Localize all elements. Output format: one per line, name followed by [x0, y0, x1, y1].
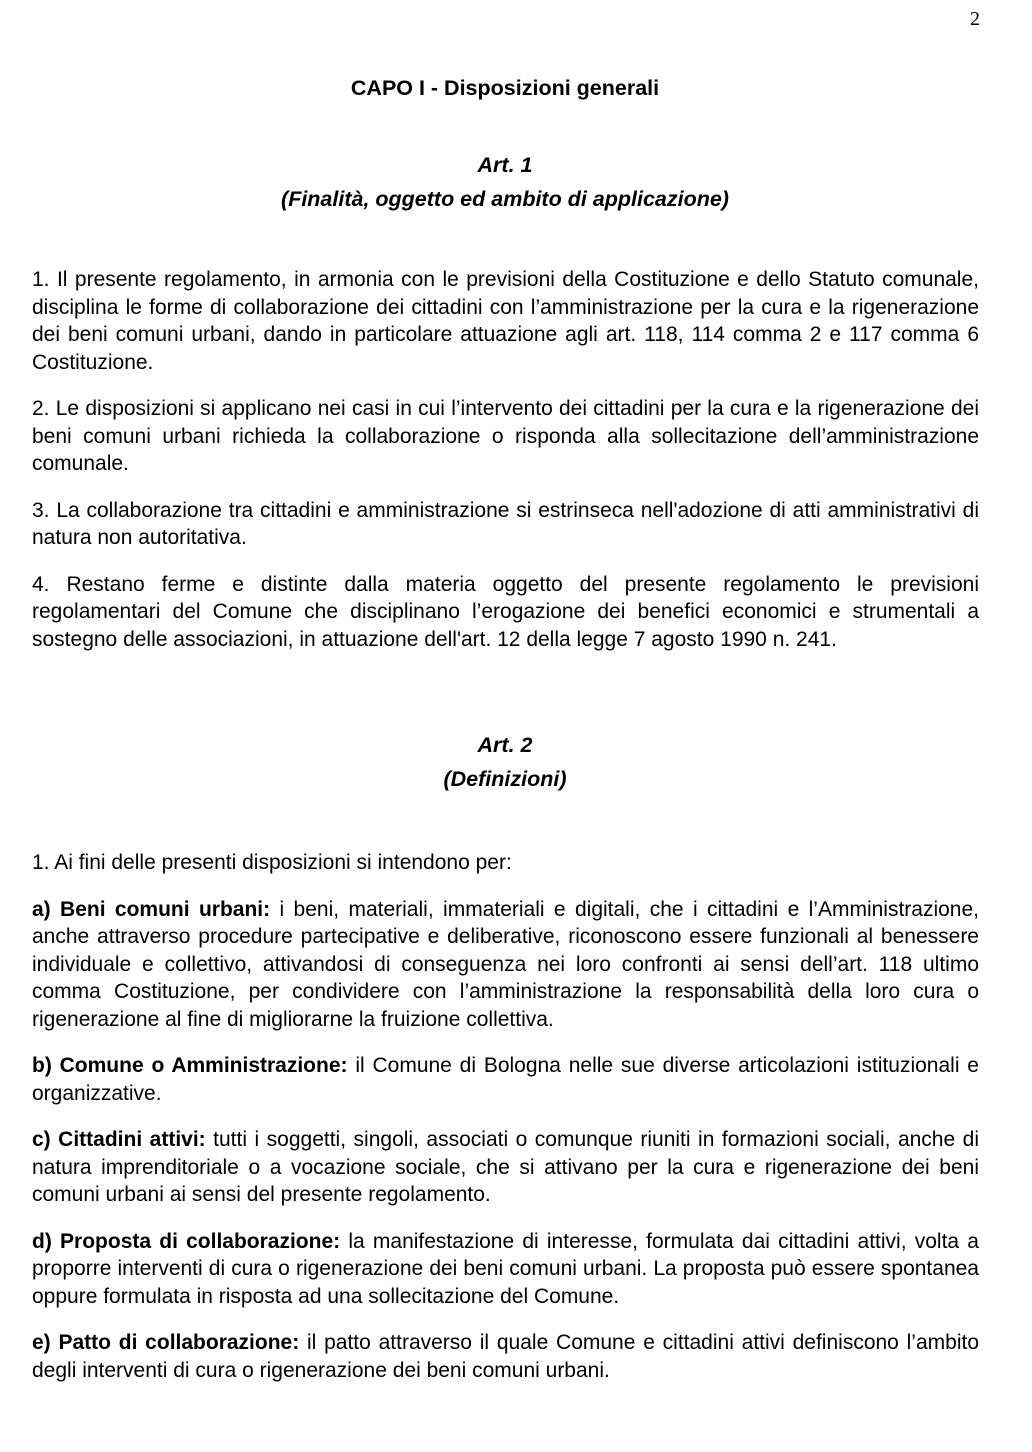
definition-text: la manifestazione di interesse, formulata dai cittadini attivi, volta a proporre interventi di cura o rigenerazione dei beni comuni urbani. La proposta può essere spontanea oppure formulata in risposta ad una sollecitazione del Comune. — [32, 1229, 979, 1308]
page-number: 2 — [970, 8, 980, 30]
definition-term: c) Cittadini attivi: — [32, 1128, 206, 1151]
art1-paragraph-1: 1. Il presente regolamento, in armonia con le previsioni della Costituzione e dello Statuto comunale, disciplina le forme di collaborazione dei cittadini con l’amministrazione per la cura e la rigenerazione dei beni comuni urbani, dando in particolare attuazione agli art. 118, 114 comma 2 e 117 comma 6 Costituzione. — [32, 268, 979, 374]
definition-text: il patto attraverso il quale Comune e cittadini attivi definiscono l’ambito degli interventi di cura o rigenerazione dei beni comuni urbani. — [32, 1331, 979, 1382]
art2-body — [32, 849, 979, 1403]
definition-text: i beni, materiali, immateriali e digitali, che i cittadini e l’Amministrazione, anche attraverso procedure partecipative e deliberative, riconoscono essere funzionali al benessere individuale e collettivo, attivandosi di conseguenza nei loro confronti ai sensi dell’art. 118 ultimo comma Costituzione, per condividere con l’amministrazione la responsabilità della loro cura o rigenerazione al fine di migliorarne la fruizione collettiva. — [32, 897, 980, 1031]
art1-paragraph-3: 3. La collaborazione tra cittadini e amministrazione si estrinseca nell'adozione di atti amministrativi di natura non autoritativa. — [32, 498, 979, 549]
definition-term: a) Beni comuni urbani: — [32, 897, 271, 921]
definition-comune — [32, 1052, 979, 1107]
art2-subtitle: (Definizioni) — [443, 767, 567, 791]
definition-text: tutti i soggetti, singoli, associati o comunque riuniti in formazioni sociali, anche di natura imprenditoriale o a vocazione sociale, che si attivano per la cura e rigenerazione dei beni comuni urbani ai sensi del presente regolamento. — [32, 1128, 979, 1206]
art1-paragraph-2: 2. Le disposizioni si applicano nei casi in cui l’intervento dei cittadini per la cura e la rigenerazione dei beni comuni urbani richieda la collaborazione o risponda alla sollecitazione dell’amministrazione comunale. — [32, 397, 979, 475]
art1-heading — [0, 148, 1010, 216]
definition-proposta — [32, 1228, 979, 1311]
art1-paragraph-4: 4. Restano ferme e distinte dalla materia oggetto del presente regolamento le previsioni regolamentari del Comune che disciplinano l’erogazione dei benefici economici e strumentali a sostegno delle associazioni, in attuazione dell'art. 12 della legge 7 agosto 1990 n. 241. — [32, 572, 979, 651]
definition-beni-comuni — [32, 896, 979, 1034]
art1-title: Art. 1 — [477, 153, 533, 177]
definition-patto — [32, 1329, 979, 1384]
definition-cittadini-attivi — [32, 1126, 979, 1209]
definition-term: d) Proposta di collaborazione: — [32, 1229, 341, 1253]
definition-term: e) Patto di collaborazione: — [32, 1331, 300, 1354]
definition-term: b) Comune o Amministrazione: — [32, 1054, 348, 1077]
art2-heading — [0, 728, 1010, 796]
art1-body — [32, 266, 979, 672]
chapter-title: CAPO I - Disposizioni generali — [350, 76, 660, 100]
art1-subtitle: (Finalità, oggetto ed ambito di applicazione) — [281, 187, 729, 211]
art2-title: Art. 2 — [477, 733, 533, 757]
definition-text: il Comune di Bologna nelle sue diverse articolazioni istituzionali e organizzative. — [32, 1054, 979, 1105]
art2-intro: 1. Ai fini delle presenti disposizioni si intendono per: — [32, 851, 512, 874]
